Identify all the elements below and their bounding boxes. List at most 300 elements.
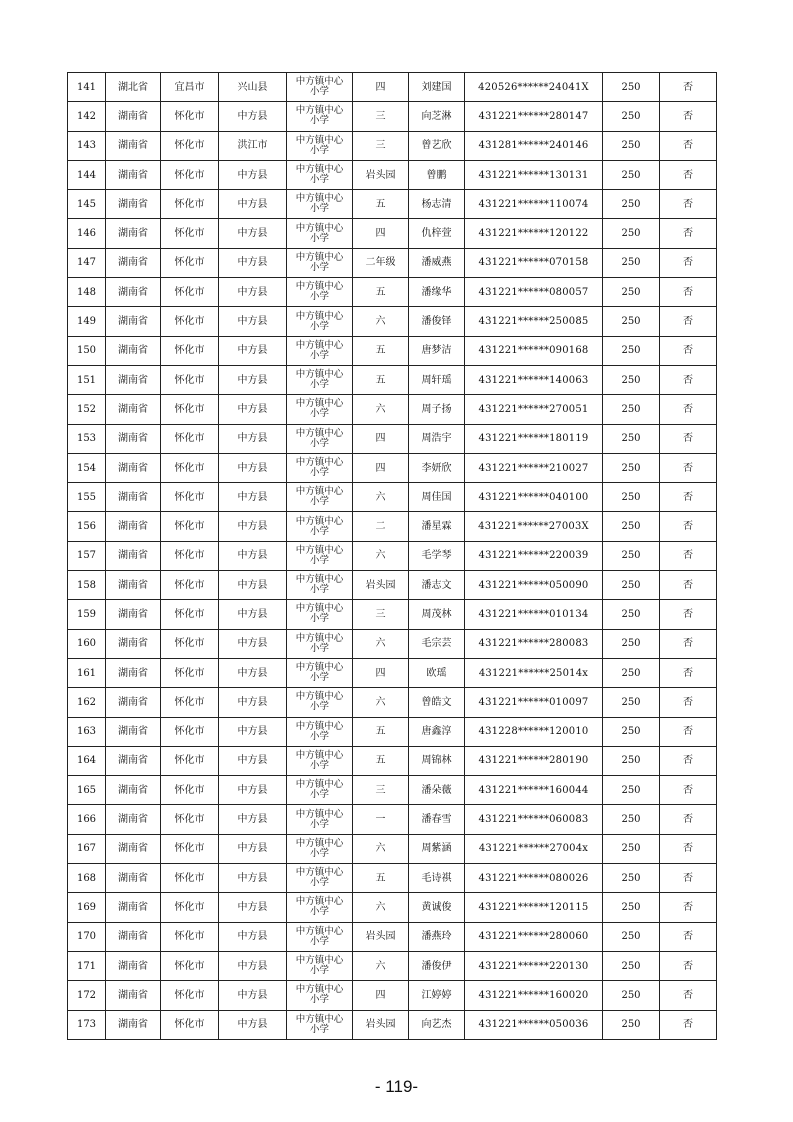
grade-cell: 三 bbox=[353, 600, 409, 629]
flag-cell: 否 bbox=[660, 73, 717, 102]
row-number-cell: 169 bbox=[68, 893, 106, 922]
amount-cell: 250 bbox=[603, 278, 660, 307]
id-number-cell: 431221******280060 bbox=[465, 922, 603, 951]
grade-cell: 五 bbox=[353, 278, 409, 307]
province-cell: 湖南省 bbox=[106, 805, 161, 834]
grade-cell: 三 bbox=[353, 102, 409, 131]
amount-cell: 250 bbox=[603, 688, 660, 717]
table-row bbox=[68, 453, 717, 482]
province-cell: 湖南省 bbox=[106, 717, 161, 746]
province-cell: 湖南省 bbox=[106, 483, 161, 512]
table-row bbox=[68, 307, 717, 336]
city-cell: 怀化市 bbox=[161, 1010, 219, 1039]
table-row bbox=[68, 541, 717, 570]
amount-cell: 250 bbox=[603, 190, 660, 219]
amount-cell: 250 bbox=[603, 658, 660, 687]
amount-cell: 250 bbox=[603, 219, 660, 248]
student-name-cell: 潘春雪 bbox=[409, 805, 465, 834]
province-cell: 湖南省 bbox=[106, 102, 161, 131]
flag-cell: 否 bbox=[660, 717, 717, 746]
id-number-cell: 431221******250085 bbox=[465, 307, 603, 336]
school-cell: 中方镇中心 小学 bbox=[287, 951, 353, 980]
id-number-cell: 431221******25014x bbox=[465, 658, 603, 687]
school-cell: 中方镇中心 小学 bbox=[287, 73, 353, 102]
amount-cell: 250 bbox=[603, 600, 660, 629]
row-number-cell: 150 bbox=[68, 336, 106, 365]
city-cell: 怀化市 bbox=[161, 278, 219, 307]
row-number-cell: 151 bbox=[68, 365, 106, 394]
county-cell: 中方县 bbox=[219, 981, 287, 1010]
county-cell: 中方县 bbox=[219, 190, 287, 219]
amount-cell: 250 bbox=[603, 365, 660, 394]
table-row bbox=[68, 1010, 717, 1039]
county-cell: 兴山县 bbox=[219, 73, 287, 102]
county-cell: 中方县 bbox=[219, 336, 287, 365]
county-cell: 中方县 bbox=[219, 688, 287, 717]
city-cell: 怀化市 bbox=[161, 571, 219, 600]
amount-cell: 250 bbox=[603, 864, 660, 893]
student-name-cell: 向艺杰 bbox=[409, 1010, 465, 1039]
grade-cell: 五 bbox=[353, 864, 409, 893]
city-cell: 怀化市 bbox=[161, 541, 219, 570]
county-cell: 中方县 bbox=[219, 571, 287, 600]
id-number-cell: 431221******220039 bbox=[465, 541, 603, 570]
table-row bbox=[68, 629, 717, 658]
table-row bbox=[68, 600, 717, 629]
school-cell: 中方镇中心 小学 bbox=[287, 336, 353, 365]
id-number-cell: 431221******280190 bbox=[465, 746, 603, 775]
student-name-cell: 潘志文 bbox=[409, 571, 465, 600]
school-cell: 中方镇中心 小学 bbox=[287, 805, 353, 834]
school-cell: 中方镇中心 小学 bbox=[287, 600, 353, 629]
province-cell: 湖南省 bbox=[106, 365, 161, 394]
id-number-cell: 431221******010134 bbox=[465, 600, 603, 629]
province-cell: 湖南省 bbox=[106, 864, 161, 893]
row-number-cell: 163 bbox=[68, 717, 106, 746]
city-cell: 怀化市 bbox=[161, 893, 219, 922]
amount-cell: 250 bbox=[603, 131, 660, 160]
amount-cell: 250 bbox=[603, 453, 660, 482]
id-number-cell: 431221******280083 bbox=[465, 629, 603, 658]
county-cell: 中方县 bbox=[219, 395, 287, 424]
table-row bbox=[68, 981, 717, 1010]
grade-cell: 岩头园 bbox=[353, 571, 409, 600]
flag-cell: 否 bbox=[660, 834, 717, 863]
school-cell: 中方镇中心 小学 bbox=[287, 864, 353, 893]
student-name-cell: 黄诚俊 bbox=[409, 893, 465, 922]
city-cell: 怀化市 bbox=[161, 688, 219, 717]
row-number-cell: 164 bbox=[68, 746, 106, 775]
amount-cell: 250 bbox=[603, 483, 660, 512]
province-cell: 湖南省 bbox=[106, 1010, 161, 1039]
grade-cell: 二年级 bbox=[353, 248, 409, 277]
grade-cell: 一 bbox=[353, 805, 409, 834]
school-cell: 中方镇中心 小学 bbox=[287, 541, 353, 570]
grade-cell: 岩头园 bbox=[353, 1010, 409, 1039]
row-number-cell: 156 bbox=[68, 512, 106, 541]
id-number-cell: 431221******210027 bbox=[465, 453, 603, 482]
amount-cell: 250 bbox=[603, 336, 660, 365]
school-cell: 中方镇中心 小学 bbox=[287, 688, 353, 717]
flag-cell: 否 bbox=[660, 424, 717, 453]
province-cell: 湖南省 bbox=[106, 834, 161, 863]
county-cell: 中方县 bbox=[219, 424, 287, 453]
student-name-cell: 曾皓文 bbox=[409, 688, 465, 717]
student-name-cell: 李妍欣 bbox=[409, 453, 465, 482]
city-cell: 怀化市 bbox=[161, 951, 219, 980]
school-cell: 中方镇中心 小学 bbox=[287, 453, 353, 482]
id-number-cell: 431221******160044 bbox=[465, 776, 603, 805]
table-row bbox=[68, 278, 717, 307]
grade-cell: 四 bbox=[353, 981, 409, 1010]
roster-body bbox=[68, 73, 717, 1040]
amount-cell: 250 bbox=[603, 834, 660, 863]
county-cell: 洪江市 bbox=[219, 131, 287, 160]
amount-cell: 250 bbox=[603, 629, 660, 658]
student-name-cell: 毛学琴 bbox=[409, 541, 465, 570]
row-number-cell: 173 bbox=[68, 1010, 106, 1039]
flag-cell: 否 bbox=[660, 190, 717, 219]
id-number-cell: 431221******27003X bbox=[465, 512, 603, 541]
province-cell: 湖南省 bbox=[106, 424, 161, 453]
amount-cell: 250 bbox=[603, 512, 660, 541]
city-cell: 怀化市 bbox=[161, 365, 219, 394]
amount-cell: 250 bbox=[603, 776, 660, 805]
city-cell: 怀化市 bbox=[161, 131, 219, 160]
flag-cell: 否 bbox=[660, 893, 717, 922]
flag-cell: 否 bbox=[660, 951, 717, 980]
student-name-cell: 唐鑫淳 bbox=[409, 717, 465, 746]
student-name-cell: 潘星霖 bbox=[409, 512, 465, 541]
school-cell: 中方镇中心 小学 bbox=[287, 922, 353, 951]
province-cell: 湖南省 bbox=[106, 571, 161, 600]
row-number-cell: 166 bbox=[68, 805, 106, 834]
row-number-cell: 141 bbox=[68, 73, 106, 102]
school-cell: 中方镇中心 小学 bbox=[287, 365, 353, 394]
id-number-cell: 431221******070158 bbox=[465, 248, 603, 277]
student-name-cell: 周浩宇 bbox=[409, 424, 465, 453]
table-row bbox=[68, 160, 717, 189]
amount-cell: 250 bbox=[603, 160, 660, 189]
student-name-cell: 刘建国 bbox=[409, 73, 465, 102]
roster-table bbox=[67, 72, 717, 1040]
amount-cell: 250 bbox=[603, 73, 660, 102]
table-row bbox=[68, 776, 717, 805]
county-cell: 中方县 bbox=[219, 951, 287, 980]
grade-cell: 二 bbox=[353, 512, 409, 541]
flag-cell: 否 bbox=[660, 248, 717, 277]
province-cell: 湖南省 bbox=[106, 600, 161, 629]
table-row bbox=[68, 805, 717, 834]
county-cell: 中方县 bbox=[219, 805, 287, 834]
id-number-cell: 431221******140063 bbox=[465, 365, 603, 394]
grade-cell: 岩头园 bbox=[353, 160, 409, 189]
county-cell: 中方县 bbox=[219, 453, 287, 482]
county-cell: 中方县 bbox=[219, 512, 287, 541]
county-cell: 中方县 bbox=[219, 160, 287, 189]
city-cell: 怀化市 bbox=[161, 834, 219, 863]
id-number-cell: 431221******010097 bbox=[465, 688, 603, 717]
flag-cell: 否 bbox=[660, 688, 717, 717]
grade-cell: 五 bbox=[353, 336, 409, 365]
table-row bbox=[68, 73, 717, 102]
amount-cell: 250 bbox=[603, 102, 660, 131]
id-number-cell: 431221******27004x bbox=[465, 834, 603, 863]
id-number-cell: 431221******120115 bbox=[465, 893, 603, 922]
grade-cell: 六 bbox=[353, 893, 409, 922]
row-number-cell: 172 bbox=[68, 981, 106, 1010]
id-number-cell: 431221******080026 bbox=[465, 864, 603, 893]
province-cell: 湖南省 bbox=[106, 688, 161, 717]
flag-cell: 否 bbox=[660, 805, 717, 834]
table-row bbox=[68, 864, 717, 893]
student-name-cell: 周茂林 bbox=[409, 600, 465, 629]
school-cell: 中方镇中心 小学 bbox=[287, 219, 353, 248]
school-cell: 中方镇中心 小学 bbox=[287, 776, 353, 805]
table-row bbox=[68, 248, 717, 277]
id-number-cell: 431221******180119 bbox=[465, 424, 603, 453]
flag-cell: 否 bbox=[660, 336, 717, 365]
school-cell: 中方镇中心 小学 bbox=[287, 746, 353, 775]
amount-cell: 250 bbox=[603, 951, 660, 980]
table-row bbox=[68, 219, 717, 248]
province-cell: 湖南省 bbox=[106, 453, 161, 482]
row-number-cell: 152 bbox=[68, 395, 106, 424]
table-row bbox=[68, 922, 717, 951]
row-number-cell: 155 bbox=[68, 483, 106, 512]
grade-cell: 三 bbox=[353, 131, 409, 160]
city-cell: 怀化市 bbox=[161, 776, 219, 805]
student-name-cell: 周锦林 bbox=[409, 746, 465, 775]
city-cell: 怀化市 bbox=[161, 395, 219, 424]
province-cell: 湖南省 bbox=[106, 776, 161, 805]
city-cell: 怀化市 bbox=[161, 190, 219, 219]
county-cell: 中方县 bbox=[219, 278, 287, 307]
student-name-cell: 唐梦洁 bbox=[409, 336, 465, 365]
city-cell: 怀化市 bbox=[161, 248, 219, 277]
table-row bbox=[68, 893, 717, 922]
county-cell: 中方县 bbox=[219, 483, 287, 512]
province-cell: 湖南省 bbox=[106, 922, 161, 951]
city-cell: 怀化市 bbox=[161, 160, 219, 189]
flag-cell: 否 bbox=[660, 453, 717, 482]
table-row bbox=[68, 717, 717, 746]
table-row bbox=[68, 131, 717, 160]
amount-cell: 250 bbox=[603, 395, 660, 424]
flag-cell: 否 bbox=[660, 629, 717, 658]
table-row bbox=[68, 365, 717, 394]
row-number-cell: 145 bbox=[68, 190, 106, 219]
grade-cell: 六 bbox=[353, 541, 409, 570]
row-number-cell: 161 bbox=[68, 658, 106, 687]
grade-cell: 五 bbox=[353, 365, 409, 394]
id-number-cell: 431221******050036 bbox=[465, 1010, 603, 1039]
grade-cell: 四 bbox=[353, 658, 409, 687]
table-row bbox=[68, 395, 717, 424]
flag-cell: 否 bbox=[660, 395, 717, 424]
county-cell: 中方县 bbox=[219, 893, 287, 922]
table-row bbox=[68, 571, 717, 600]
flag-cell: 否 bbox=[660, 512, 717, 541]
city-cell: 怀化市 bbox=[161, 746, 219, 775]
school-cell: 中方镇中心 小学 bbox=[287, 307, 353, 336]
city-cell: 怀化市 bbox=[161, 805, 219, 834]
row-number-cell: 149 bbox=[68, 307, 106, 336]
city-cell: 怀化市 bbox=[161, 658, 219, 687]
province-cell: 湖南省 bbox=[106, 541, 161, 570]
id-number-cell: 431221******270051 bbox=[465, 395, 603, 424]
school-cell: 中方镇中心 小学 bbox=[287, 981, 353, 1010]
school-cell: 中方镇中心 小学 bbox=[287, 629, 353, 658]
school-cell: 中方镇中心 小学 bbox=[287, 893, 353, 922]
flag-cell: 否 bbox=[660, 365, 717, 394]
student-name-cell: 周子扬 bbox=[409, 395, 465, 424]
row-number-cell: 162 bbox=[68, 688, 106, 717]
city-cell: 怀化市 bbox=[161, 981, 219, 1010]
flag-cell: 否 bbox=[660, 131, 717, 160]
flag-cell: 否 bbox=[660, 102, 717, 131]
grade-cell: 六 bbox=[353, 395, 409, 424]
student-name-cell: 周轩瑶 bbox=[409, 365, 465, 394]
school-cell: 中方镇中心 小学 bbox=[287, 190, 353, 219]
city-cell: 宜昌市 bbox=[161, 73, 219, 102]
row-number-cell: 154 bbox=[68, 453, 106, 482]
city-cell: 怀化市 bbox=[161, 307, 219, 336]
school-cell: 中方镇中心 小学 bbox=[287, 102, 353, 131]
id-number-cell: 431221******280147 bbox=[465, 102, 603, 131]
county-cell: 中方县 bbox=[219, 864, 287, 893]
table-row bbox=[68, 688, 717, 717]
flag-cell: 否 bbox=[660, 278, 717, 307]
province-cell: 湖南省 bbox=[106, 248, 161, 277]
city-cell: 怀化市 bbox=[161, 424, 219, 453]
amount-cell: 250 bbox=[603, 893, 660, 922]
id-number-cell: 431221******120122 bbox=[465, 219, 603, 248]
grade-cell: 五 bbox=[353, 717, 409, 746]
school-cell: 中方镇中心 小学 bbox=[287, 248, 353, 277]
county-cell: 中方县 bbox=[219, 1010, 287, 1039]
grade-cell: 六 bbox=[353, 307, 409, 336]
school-cell: 中方镇中心 小学 bbox=[287, 278, 353, 307]
province-cell: 湖南省 bbox=[106, 307, 161, 336]
county-cell: 中方县 bbox=[219, 102, 287, 131]
flag-cell: 否 bbox=[660, 571, 717, 600]
province-cell: 湖南省 bbox=[106, 190, 161, 219]
row-number-cell: 157 bbox=[68, 541, 106, 570]
city-cell: 怀化市 bbox=[161, 453, 219, 482]
province-cell: 湖南省 bbox=[106, 658, 161, 687]
row-number-cell: 142 bbox=[68, 102, 106, 131]
county-cell: 中方县 bbox=[219, 776, 287, 805]
school-cell: 中方镇中心 小学 bbox=[287, 160, 353, 189]
amount-cell: 250 bbox=[603, 717, 660, 746]
province-cell: 湖南省 bbox=[106, 981, 161, 1010]
grade-cell: 四 bbox=[353, 73, 409, 102]
school-cell: 中方镇中心 小学 bbox=[287, 395, 353, 424]
flag-cell: 否 bbox=[660, 746, 717, 775]
id-number-cell: 431221******110074 bbox=[465, 190, 603, 219]
table-row bbox=[68, 746, 717, 775]
student-name-cell: 毛诗祺 bbox=[409, 864, 465, 893]
city-cell: 怀化市 bbox=[161, 512, 219, 541]
amount-cell: 250 bbox=[603, 541, 660, 570]
row-number-cell: 168 bbox=[68, 864, 106, 893]
page-number: - 119- bbox=[374, 1077, 419, 1096]
student-name-cell: 曾艺欣 bbox=[409, 131, 465, 160]
id-number-cell: 431228******120010 bbox=[465, 717, 603, 746]
table-row bbox=[68, 483, 717, 512]
grade-cell: 五 bbox=[353, 746, 409, 775]
student-name-cell: 周佳国 bbox=[409, 483, 465, 512]
flag-cell: 否 bbox=[660, 658, 717, 687]
row-number-cell: 158 bbox=[68, 571, 106, 600]
school-cell: 中方镇中心 小学 bbox=[287, 834, 353, 863]
province-cell: 湖南省 bbox=[106, 278, 161, 307]
table-row bbox=[68, 951, 717, 980]
flag-cell: 否 bbox=[660, 541, 717, 570]
province-cell: 湖南省 bbox=[106, 893, 161, 922]
amount-cell: 250 bbox=[603, 248, 660, 277]
amount-cell: 250 bbox=[603, 307, 660, 336]
id-number-cell: 431221******090168 bbox=[465, 336, 603, 365]
student-name-cell: 欧瑶 bbox=[409, 658, 465, 687]
flag-cell: 否 bbox=[660, 864, 717, 893]
school-cell: 中方镇中心 小学 bbox=[287, 717, 353, 746]
flag-cell: 否 bbox=[660, 981, 717, 1010]
province-cell: 湖南省 bbox=[106, 219, 161, 248]
city-cell: 怀化市 bbox=[161, 717, 219, 746]
province-cell: 湖南省 bbox=[106, 512, 161, 541]
id-number-cell: 431221******220130 bbox=[465, 951, 603, 980]
school-cell: 中方镇中心 小学 bbox=[287, 131, 353, 160]
flag-cell: 否 bbox=[660, 600, 717, 629]
school-cell: 中方镇中心 小学 bbox=[287, 512, 353, 541]
grade-cell: 五 bbox=[353, 190, 409, 219]
county-cell: 中方县 bbox=[219, 746, 287, 775]
student-name-cell: 潘朵薇 bbox=[409, 776, 465, 805]
grade-cell: 四 bbox=[353, 219, 409, 248]
city-cell: 怀化市 bbox=[161, 922, 219, 951]
grade-cell: 四 bbox=[353, 453, 409, 482]
student-name-cell: 潘燕玲 bbox=[409, 922, 465, 951]
flag-cell: 否 bbox=[660, 1010, 717, 1039]
amount-cell: 250 bbox=[603, 981, 660, 1010]
student-name-cell: 江婷婷 bbox=[409, 981, 465, 1010]
row-number-cell: 153 bbox=[68, 424, 106, 453]
student-name-cell: 曾鹏 bbox=[409, 160, 465, 189]
city-cell: 怀化市 bbox=[161, 336, 219, 365]
id-number-cell: 420526******24041X bbox=[465, 73, 603, 102]
province-cell: 湖南省 bbox=[106, 131, 161, 160]
table-row bbox=[68, 834, 717, 863]
student-name-cell: 仇梓萱 bbox=[409, 219, 465, 248]
county-cell: 中方县 bbox=[219, 717, 287, 746]
student-name-cell: 潘俊伊 bbox=[409, 951, 465, 980]
row-number-cell: 148 bbox=[68, 278, 106, 307]
amount-cell: 250 bbox=[603, 424, 660, 453]
amount-cell: 250 bbox=[603, 805, 660, 834]
grade-cell: 六 bbox=[353, 629, 409, 658]
province-cell: 湖南省 bbox=[106, 395, 161, 424]
flag-cell: 否 bbox=[660, 219, 717, 248]
grade-cell: 六 bbox=[353, 688, 409, 717]
amount-cell: 250 bbox=[603, 571, 660, 600]
row-number-cell: 165 bbox=[68, 776, 106, 805]
student-name-cell: 杨志清 bbox=[409, 190, 465, 219]
amount-cell: 250 bbox=[603, 1010, 660, 1039]
amount-cell: 250 bbox=[603, 746, 660, 775]
row-number-cell: 146 bbox=[68, 219, 106, 248]
